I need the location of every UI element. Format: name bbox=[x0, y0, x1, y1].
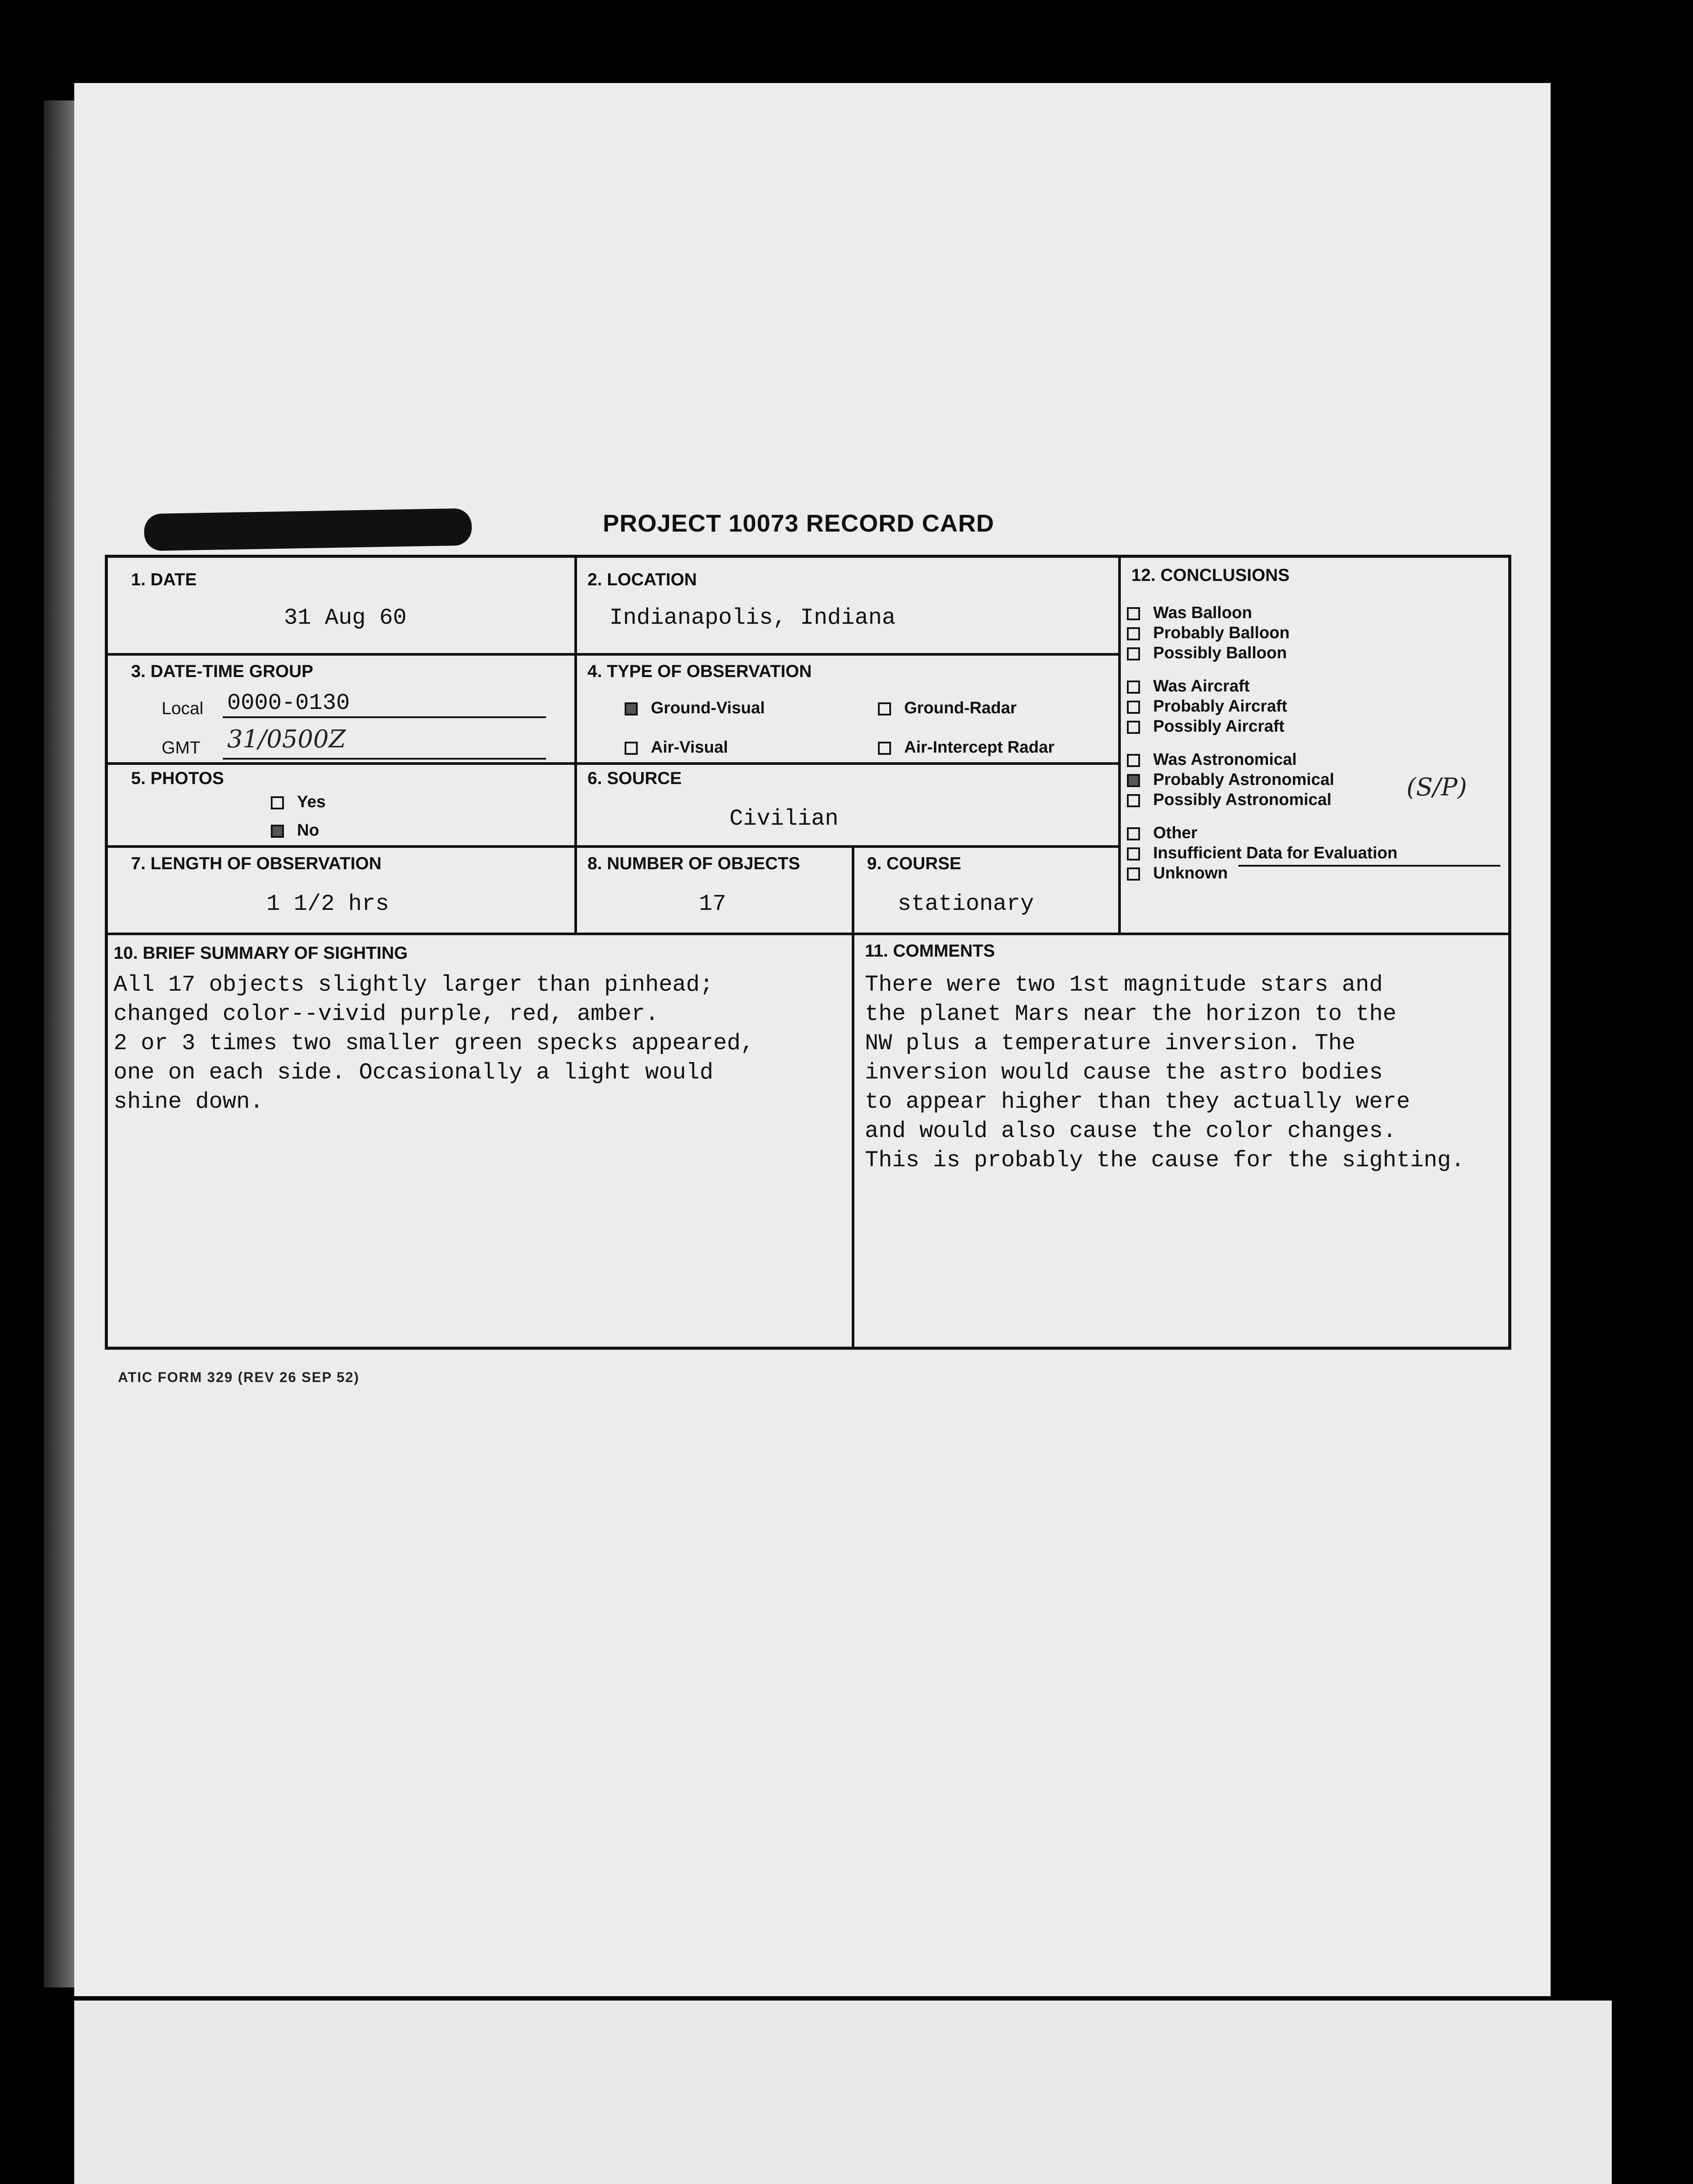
comments-line: inversion would cause the astro bodies bbox=[865, 1060, 1383, 1085]
photos-yes: Yes bbox=[271, 793, 326, 812]
handwritten-annotation: (S/P) bbox=[1406, 773, 1467, 802]
checkbox-icon bbox=[271, 796, 284, 809]
divider-col-2 bbox=[1118, 557, 1121, 933]
checkbox-icon bbox=[1127, 607, 1140, 620]
checkbox-icon bbox=[878, 702, 891, 715]
conclusion-item: Unknown bbox=[1127, 863, 1398, 883]
checkbox-icon bbox=[1127, 627, 1140, 640]
divider-bottom-col bbox=[852, 933, 854, 1348]
comments-line: NW plus a temperature inversion. The bbox=[865, 1030, 1356, 1056]
card-title: PROJECT 10073 RECORD CARD bbox=[603, 509, 995, 537]
gmt-underline bbox=[223, 758, 546, 760]
conclusion-item: Insufficient Data for Evaluation bbox=[1127, 843, 1398, 863]
conclusion-group-balloon bbox=[1127, 603, 1398, 663]
divider-col-1 bbox=[574, 557, 577, 933]
checkbox-icon bbox=[625, 742, 638, 755]
checkbox-icon bbox=[1127, 681, 1140, 694]
conclusion-item: Possibly Balloon bbox=[1127, 643, 1398, 663]
conclusion-item: Was Balloon bbox=[1127, 603, 1398, 623]
checkbox-checked-icon bbox=[625, 702, 638, 715]
checkbox-icon bbox=[1127, 867, 1140, 881]
summary-label: 10. BRIEF SUMMARY OF SIGHTING bbox=[114, 943, 408, 963]
summary-line: 2 or 3 times two smaller green specks appeared, bbox=[114, 1030, 754, 1056]
conclusion-group-astronomical bbox=[1127, 750, 1398, 810]
form-footer: ATIC FORM 329 (REV 26 SEP 52) bbox=[118, 1369, 359, 1385]
comments-line: This is probably the cause for the sighting. bbox=[865, 1147, 1465, 1173]
summary-line: one on each side. Occasionally a light would bbox=[114, 1060, 714, 1085]
conclusion-group-aircraft bbox=[1127, 676, 1398, 736]
divider-row-3 bbox=[107, 845, 1119, 848]
dtg-local-value: 0000-0130 bbox=[227, 690, 350, 716]
date-label: 1. DATE bbox=[131, 570, 197, 589]
conclusion-item: Probably Astronomical bbox=[1127, 770, 1398, 790]
checkbox-icon bbox=[1127, 794, 1140, 807]
comments-line: to appear higher than they actually were bbox=[865, 1089, 1410, 1115]
dtg-gmt-value: 31/0500Z bbox=[227, 725, 346, 753]
source-value: Civilian bbox=[729, 806, 839, 832]
conclusion-item: Possibly Astronomical bbox=[1127, 790, 1398, 810]
dtg-label: 3. DATE-TIME GROUP bbox=[131, 662, 314, 681]
comments-line: There were two 1st magnitude stars and bbox=[865, 972, 1383, 998]
type-air-visual: Air-Visual bbox=[625, 738, 728, 757]
redaction-bar bbox=[144, 508, 472, 551]
length-value: 1 1/2 hrs bbox=[266, 891, 389, 917]
dtg-local-label: Local bbox=[162, 699, 204, 718]
type-ground-radar: Ground-Radar bbox=[878, 699, 1017, 718]
conclusion-group-other bbox=[1127, 823, 1398, 883]
checkbox-checked-icon bbox=[271, 825, 284, 838]
number-label: 8. NUMBER OF OBJECTS bbox=[587, 854, 800, 873]
conclusions-list bbox=[1127, 603, 1398, 896]
photos-no: No bbox=[271, 821, 319, 840]
local-underline bbox=[223, 716, 546, 718]
conclusion-item: Other bbox=[1127, 823, 1398, 843]
type-label: 4. TYPE OF OBSERVATION bbox=[587, 662, 812, 681]
checkbox-icon bbox=[1127, 701, 1140, 714]
checkbox-icon bbox=[1127, 754, 1140, 767]
length-label: 7. LENGTH OF OBSERVATION bbox=[131, 854, 382, 873]
summary-line: shine down. bbox=[114, 1089, 264, 1115]
divider-course bbox=[852, 845, 854, 933]
course-value: stationary bbox=[898, 891, 1034, 917]
checkbox-icon bbox=[1127, 847, 1140, 860]
summary-line: All 17 objects slightly larger than pinhead; bbox=[114, 972, 714, 998]
summary-text bbox=[114, 972, 754, 1115]
comments-line: and would also cause the color changes. bbox=[865, 1118, 1396, 1144]
checkbox-icon bbox=[1127, 647, 1140, 660]
conclusions-label: 12. CONCLUSIONS bbox=[1131, 566, 1290, 585]
lower-sheet bbox=[74, 2001, 1612, 2184]
checkbox-icon bbox=[878, 742, 891, 755]
summary-line: changed color--vivid purple, red, amber. bbox=[114, 1001, 659, 1027]
checkbox-icon bbox=[1127, 827, 1140, 840]
photos-label: 5. PHOTOS bbox=[131, 769, 224, 788]
comments-label: 11. COMMENTS bbox=[865, 941, 995, 961]
date-value: 31 Aug 60 bbox=[284, 605, 407, 631]
dtg-gmt-label: GMT bbox=[162, 738, 200, 757]
number-value: 17 bbox=[699, 891, 726, 917]
conclusion-item: Probably Balloon bbox=[1127, 623, 1398, 643]
checkbox-icon bbox=[1127, 721, 1140, 734]
conclusion-item: Probably Aircraft bbox=[1127, 696, 1398, 716]
conclusion-item: Was Astronomical bbox=[1127, 750, 1398, 770]
checkbox-checked-icon bbox=[1127, 774, 1140, 787]
type-air-intercept-radar: Air-Intercept Radar bbox=[878, 738, 1054, 757]
divider-row-4 bbox=[107, 933, 1509, 935]
divider-row-2 bbox=[107, 762, 1119, 765]
source-label: 6. SOURCE bbox=[587, 769, 682, 788]
other-underline bbox=[1238, 865, 1500, 867]
course-label: 9. COURSE bbox=[867, 854, 961, 873]
comments-line: the planet Mars near the horizon to the bbox=[865, 1001, 1396, 1027]
location-label: 2. LOCATION bbox=[587, 570, 697, 589]
conclusion-item: Was Aircraft bbox=[1127, 676, 1398, 696]
divider-row-1 bbox=[107, 653, 1119, 656]
comments-text bbox=[865, 972, 1465, 1173]
conclusion-item: Possibly Aircraft bbox=[1127, 716, 1398, 736]
type-ground-visual: Ground-Visual bbox=[625, 699, 765, 718]
location-value: Indianapolis, Indiana bbox=[609, 605, 896, 631]
